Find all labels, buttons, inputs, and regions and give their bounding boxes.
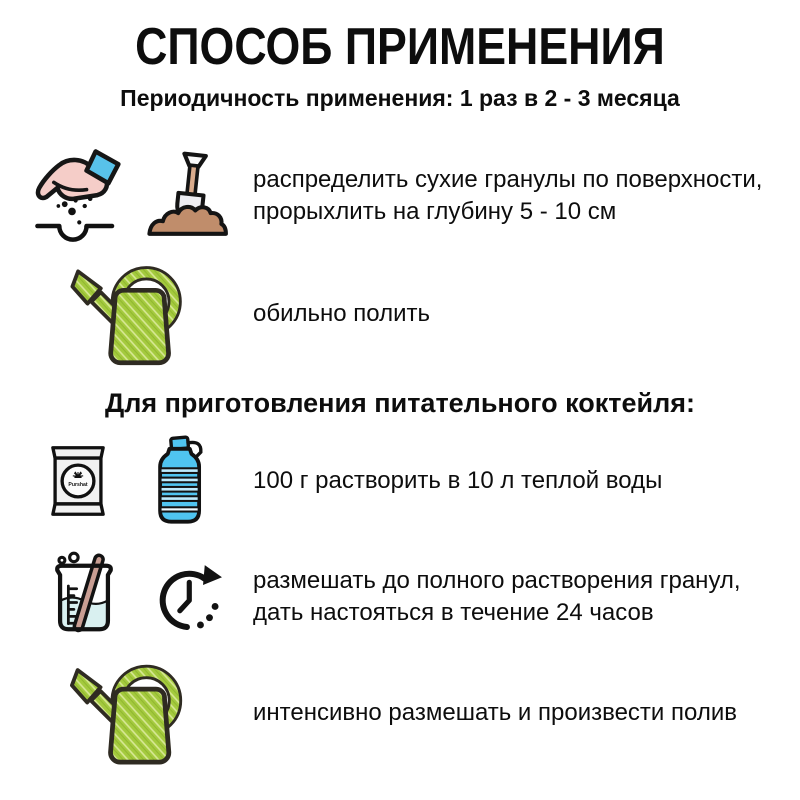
- step-row-water: [0, 256, 800, 372]
- step4-text: размешать до полного растворения гранул, дать настояться в течение 24 часов: [253, 566, 741, 626]
- step-row-dissolve: [0, 425, 800, 537]
- fertilizer-sachet-icon: [44, 438, 112, 524]
- shovel-in-soil-icon: [144, 148, 234, 244]
- step4-icons: [30, 550, 235, 644]
- step3-text: 100 г растворить в 10 л теплой воды: [253, 466, 663, 494]
- step-row-spread-granules: [0, 138, 800, 254]
- page-subtitle: Периодичность применения: 1 раз в 2 - 3 месяца: [120, 84, 680, 111]
- page-title-text: СПОСОБ ПРИМЕНЕНИЯ: [135, 18, 665, 76]
- step1-icons: [30, 146, 235, 246]
- step2-text: обильно полить: [253, 299, 430, 327]
- step2-icons: [30, 260, 235, 368]
- step3-icons: [30, 433, 235, 529]
- step-row-final-watering: [0, 653, 800, 773]
- step-row-stir-and-wait: [0, 543, 800, 651]
- clock-24h-icon: [148, 551, 234, 643]
- watering-can-icon: [70, 658, 196, 768]
- watering-can-icon: [70, 260, 196, 368]
- page-title: [0, 20, 800, 75]
- beaker-stirring-icon: [38, 550, 130, 644]
- section-header: Для приготовления питательного коктейля:: [104, 387, 696, 418]
- step5-icons: [30, 658, 235, 768]
- step1-text: распределить сухие гранулы по поверхности, прорыхлить на глубину 5 - 10 см: [253, 165, 763, 225]
- sachet-logo-text: Purshat: [68, 481, 88, 488]
- water-bottle-icon: [144, 433, 222, 529]
- hand-sprinkling-granules-icon: [30, 146, 134, 246]
- step5-text: интенсивно размешать и произвести полив: [253, 698, 737, 726]
